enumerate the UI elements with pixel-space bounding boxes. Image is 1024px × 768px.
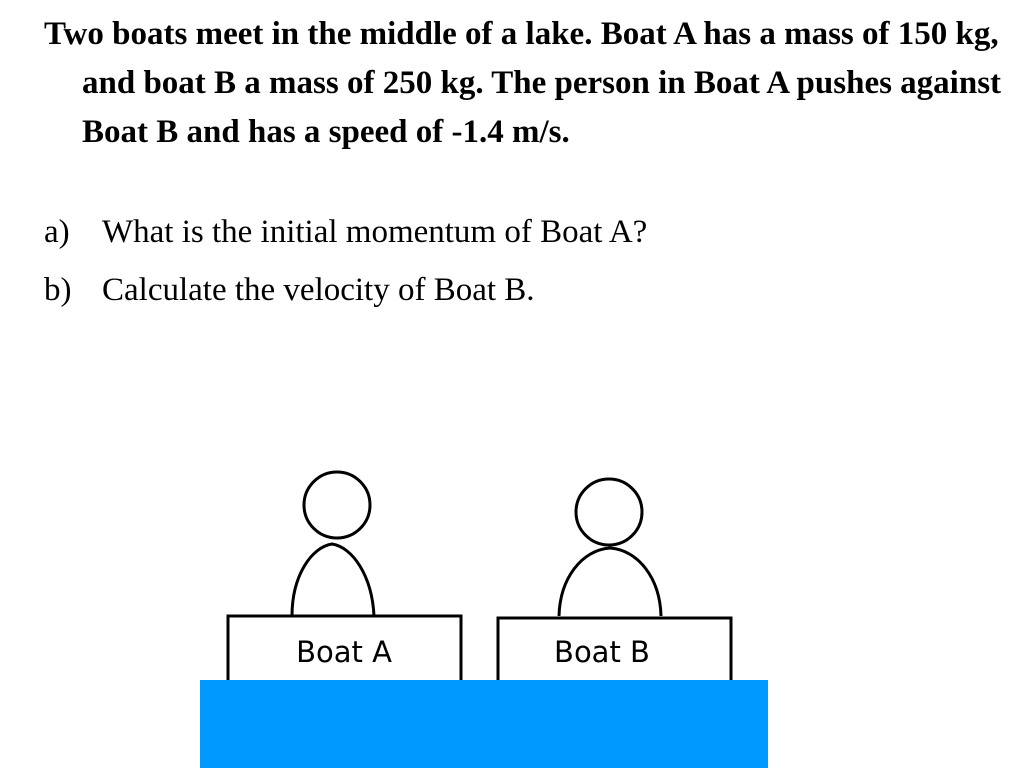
problem-statement: Two boats meet in the middle of a lake. Boat A has a mass of 150 kg, and boat B a mass of 250 kg. The person in Boat A pushes against Boat B and has a speed of -1.4 m/s. (44, 16, 1002, 150)
question-text: Calculate the velocity of Boat B. (102, 272, 535, 308)
boat-a-label: Boat A (296, 635, 392, 669)
person-a-head (304, 472, 370, 538)
boat-a (228, 616, 461, 686)
person-b-head (576, 479, 642, 545)
boat-b-label: Boat B (554, 635, 650, 669)
lake-water (200, 680, 768, 768)
person-a (292, 472, 374, 616)
question-marker: b) (44, 272, 72, 308)
person-b (559, 479, 661, 616)
person-b-body (559, 548, 661, 616)
question-text: What is the initial momentum of Boat A? (102, 214, 648, 250)
person-a-body (292, 544, 374, 616)
boat-b (498, 618, 731, 686)
question-marker: a) (44, 214, 70, 250)
